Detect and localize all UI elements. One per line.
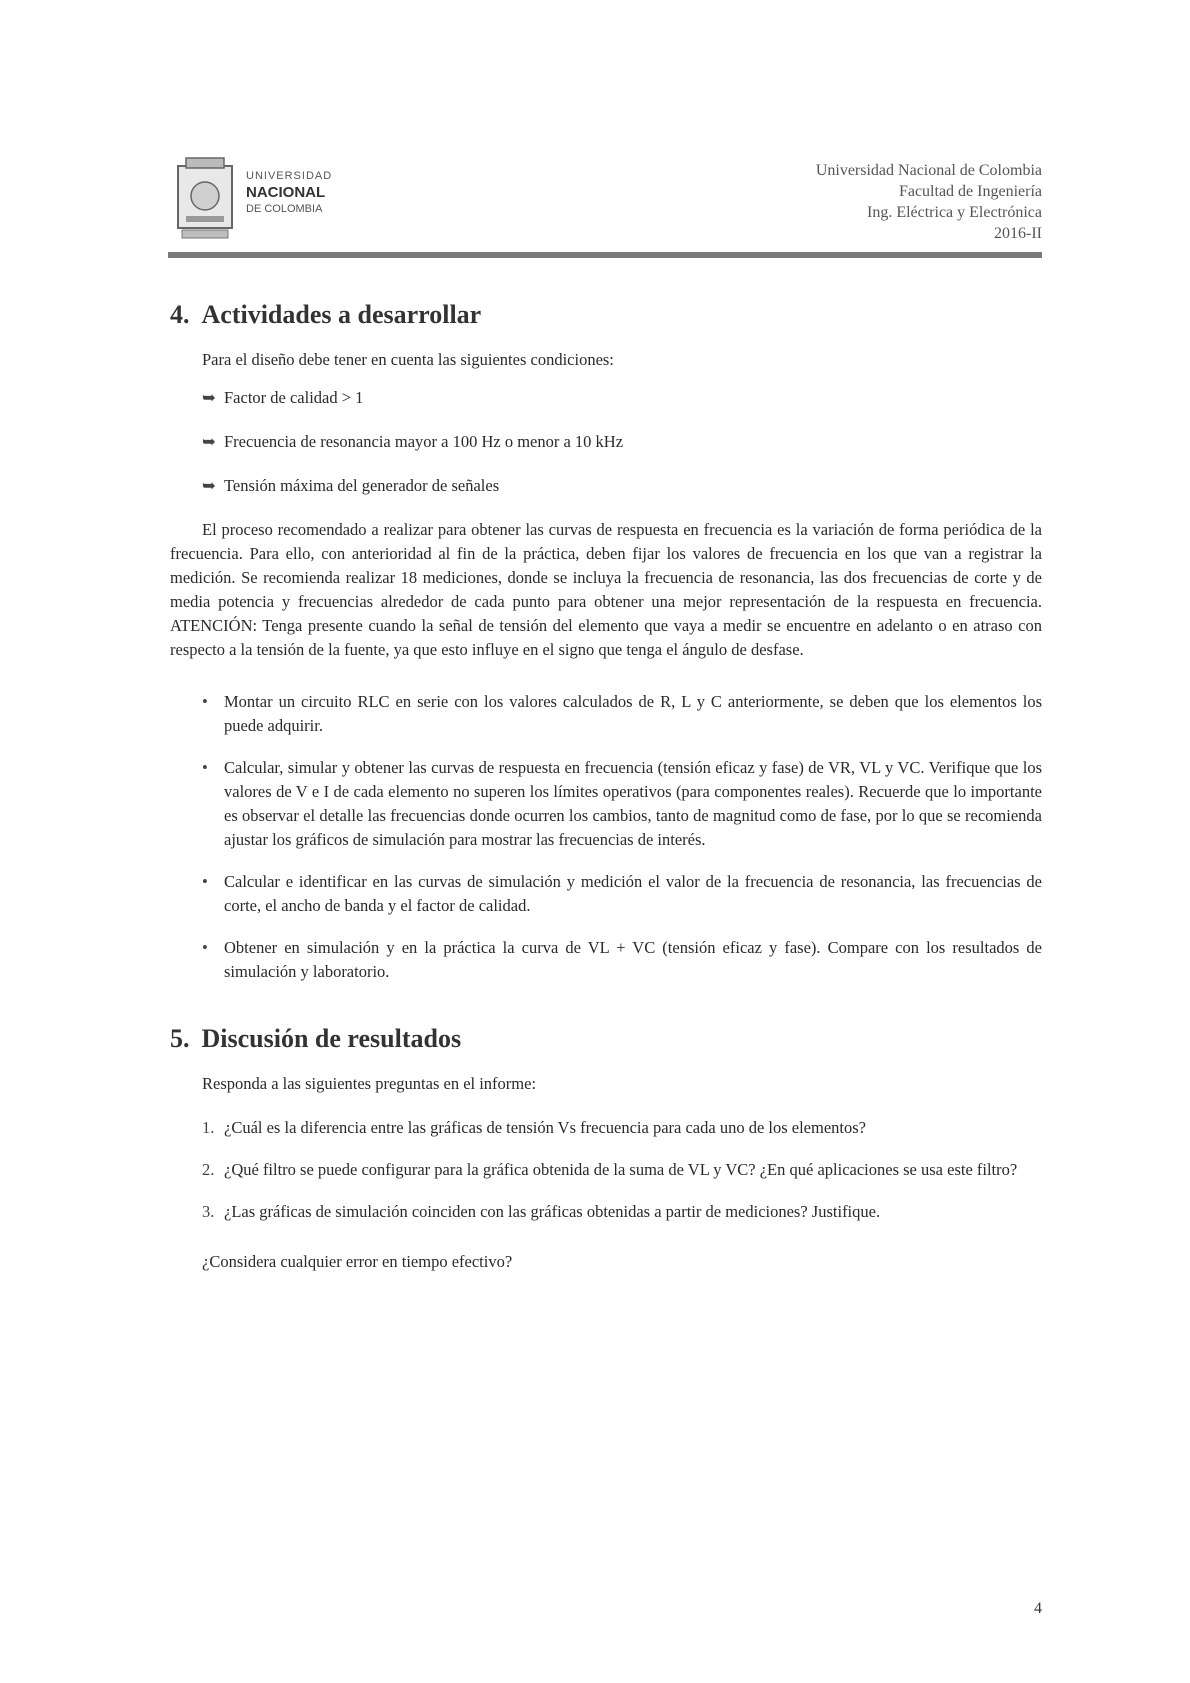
list-item: • Calcular, simular y obtener las curvas de respuesta en frecuencia (tensión eficaz y fase) de VR, VL y VC. Verifique que los valores de V e I de cada elemento no superen los límites operativos (para componentes reales). Recuerde que lo importante es observar el detalle las frecuencias donde ocurren los cambios, tanto de magnitud como de fase, por lo que se recomienda ajustar los gráficos de simulación para mostrar las frecuencias de interés. [202, 758, 1042, 849]
section-heading [170, 300, 1042, 330]
question-text: ¿Las gráficas de simulación coinciden con las gráficas obtenidas a partir de mediciones? Justifique. [224, 1202, 881, 1221]
list-item: • Obtener en simulación y en la práctica la curva de VL + VC (tensión eficaz y fase). Compare con los resultados de simulación y laboratorio. [202, 938, 1042, 981]
section-title: Actividades a desarrollar [201, 300, 482, 329]
header-rule [168, 252, 1042, 258]
question-item: 1. ¿Cuál es la diferencia entre las gráficas de tensión Vs frecuencia para cada uno de los elementos? [202, 1118, 866, 1137]
university-shield-icon [176, 156, 234, 242]
question-text: ¿Cuál es la diferencia entre las gráficas de tensión Vs frecuencia para cada uno de los elementos? [224, 1118, 866, 1137]
list-item: ➥ Tensión máxima del generador de señales [202, 476, 500, 495]
logo-text [246, 170, 386, 215]
page-number: 4 [1034, 1600, 1042, 1617]
list-item-text: Calcular e identificar en las curvas de simulación y medición el valor de la frecuencia de resonancia, las frecuencias de corte, el ancho de banda y el factor de calidad. [224, 872, 1042, 915]
list-item: ➥ Factor de calidad > 1 [202, 388, 364, 407]
questions-list [170, 1116, 1042, 1224]
document-content [170, 300, 1042, 1274]
institution-line: Ing. Eléctrica y Electrónica [866, 204, 1042, 221]
logo-line-2: NACIONAL [246, 184, 326, 201]
section-number: 4. [170, 300, 190, 329]
logo-line-3: DE COLOMBIA [246, 203, 323, 215]
institution-line: Facultad de Ingeniería [898, 183, 1042, 200]
institution-line: 2016-II [994, 225, 1042, 242]
section-intro: Para el diseño debe tener en cuenta las siguientes condiciones: [202, 350, 614, 369]
list-item: • Montar un circuito RLC en serie con los valores calculados de R, L y C anteriormente, se deben que los elementos los puede adquirir. [202, 692, 1042, 735]
list-item-text: Obtener en simulación y en la práctica la curva de VL + VC (tensión eficaz y fase). Compare con los resultados de simulación y laboratorio. [224, 938, 1042, 981]
section-heading [170, 1024, 1042, 1054]
section-intro: Responda a las siguientes preguntas en el informe: [202, 1074, 537, 1093]
list-item-text: Tensión máxima del generador de señales [224, 476, 500, 495]
institution-block [816, 160, 1042, 244]
list-item-text: Montar un circuito RLC en serie con los valores calculados de R, L y C anteriormente, se deben que los elementos los puede adquirir. [224, 692, 1042, 735]
list-item: ➥ Frecuencia de resonancia mayor a 100 Hz o menor a 10 kHz [202, 432, 624, 451]
logo-line-1: UNIVERSIDAD [246, 170, 333, 182]
list-item-text: Factor de calidad > 1 [224, 388, 364, 407]
institution-line: Universidad Nacional de Colombia [815, 162, 1042, 179]
question-item: 3. ¿Las gráficas de simulación coinciden con las gráficas obtenidas a partir de mediciones? Justifique. [202, 1202, 881, 1221]
section-title: Discusión de resultados [201, 1024, 462, 1053]
list-item-text: Calcular, simular y obtener las curvas de respuesta en frecuencia (tensión eficaz y fase) de VR, VL y VC. Verifique que los valores de V e I de cada elemento no superen los límites operativos (para componentes reales). Recuerde que lo importante es observar el detalle las frecuencias donde ocurren los cambios, tanto de magnitud como de fase, por lo que se recomienda ajustar los gráficos de simulación para mostrar las frecuencias de interés. [224, 758, 1042, 849]
list-item-text: Frecuencia de resonancia mayor a 100 Hz o menor a 10 kHz [224, 432, 624, 451]
activities-list [170, 690, 1042, 984]
body-paragraph: El proceso recomendado a realizar para obtener las curvas de respuesta en frecuencia es la variación de forma periódica de la frecuencia. Para ello, con anterioridad al fin de la práctica, deben fijar los valores de frecuencia en los que van a registrar la medición. Se recomienda realizar 18 mediciones, donde se incluya la frecuencia de resonancia, las dos frecuencias de corte y de media potencia y frecuencias alrededor de cada punto para obtener una mejor representación de la respuesta en frecuencia. ATENCIÓN: Tenga presente cuando la señal de tensión del elemento que vaya a medir se encuentre en adelanto o en atraso con respecto a la tensión de la fuente, ya que esto influye en el signo que tenga el ángulo de desfase. [170, 520, 1042, 659]
question-item: 2. ¿Qué filtro se puede configurar para la gráfica obtenida de la suma de VL y VC? ¿En qué aplicaciones se usa este filtro? [202, 1160, 1018, 1179]
question-text: ¿Qué filtro se puede configurar para la gráfica obtenida de la suma de VL y VC? ¿En qué aplicaciones se usa este filtro? [224, 1160, 1018, 1179]
section-number: 5. [170, 1024, 190, 1053]
list-item: • Calcular e identificar en las curvas de simulación y medición el valor de la frecuencia de resonancia, las frecuencias de corte, el ancho de banda y el factor de calidad. [202, 872, 1042, 915]
conditions-list [170, 386, 1042, 498]
closing-question: ¿Considera cualquier error en tiempo efectivo? [202, 1252, 513, 1271]
university-logo [170, 152, 380, 252]
